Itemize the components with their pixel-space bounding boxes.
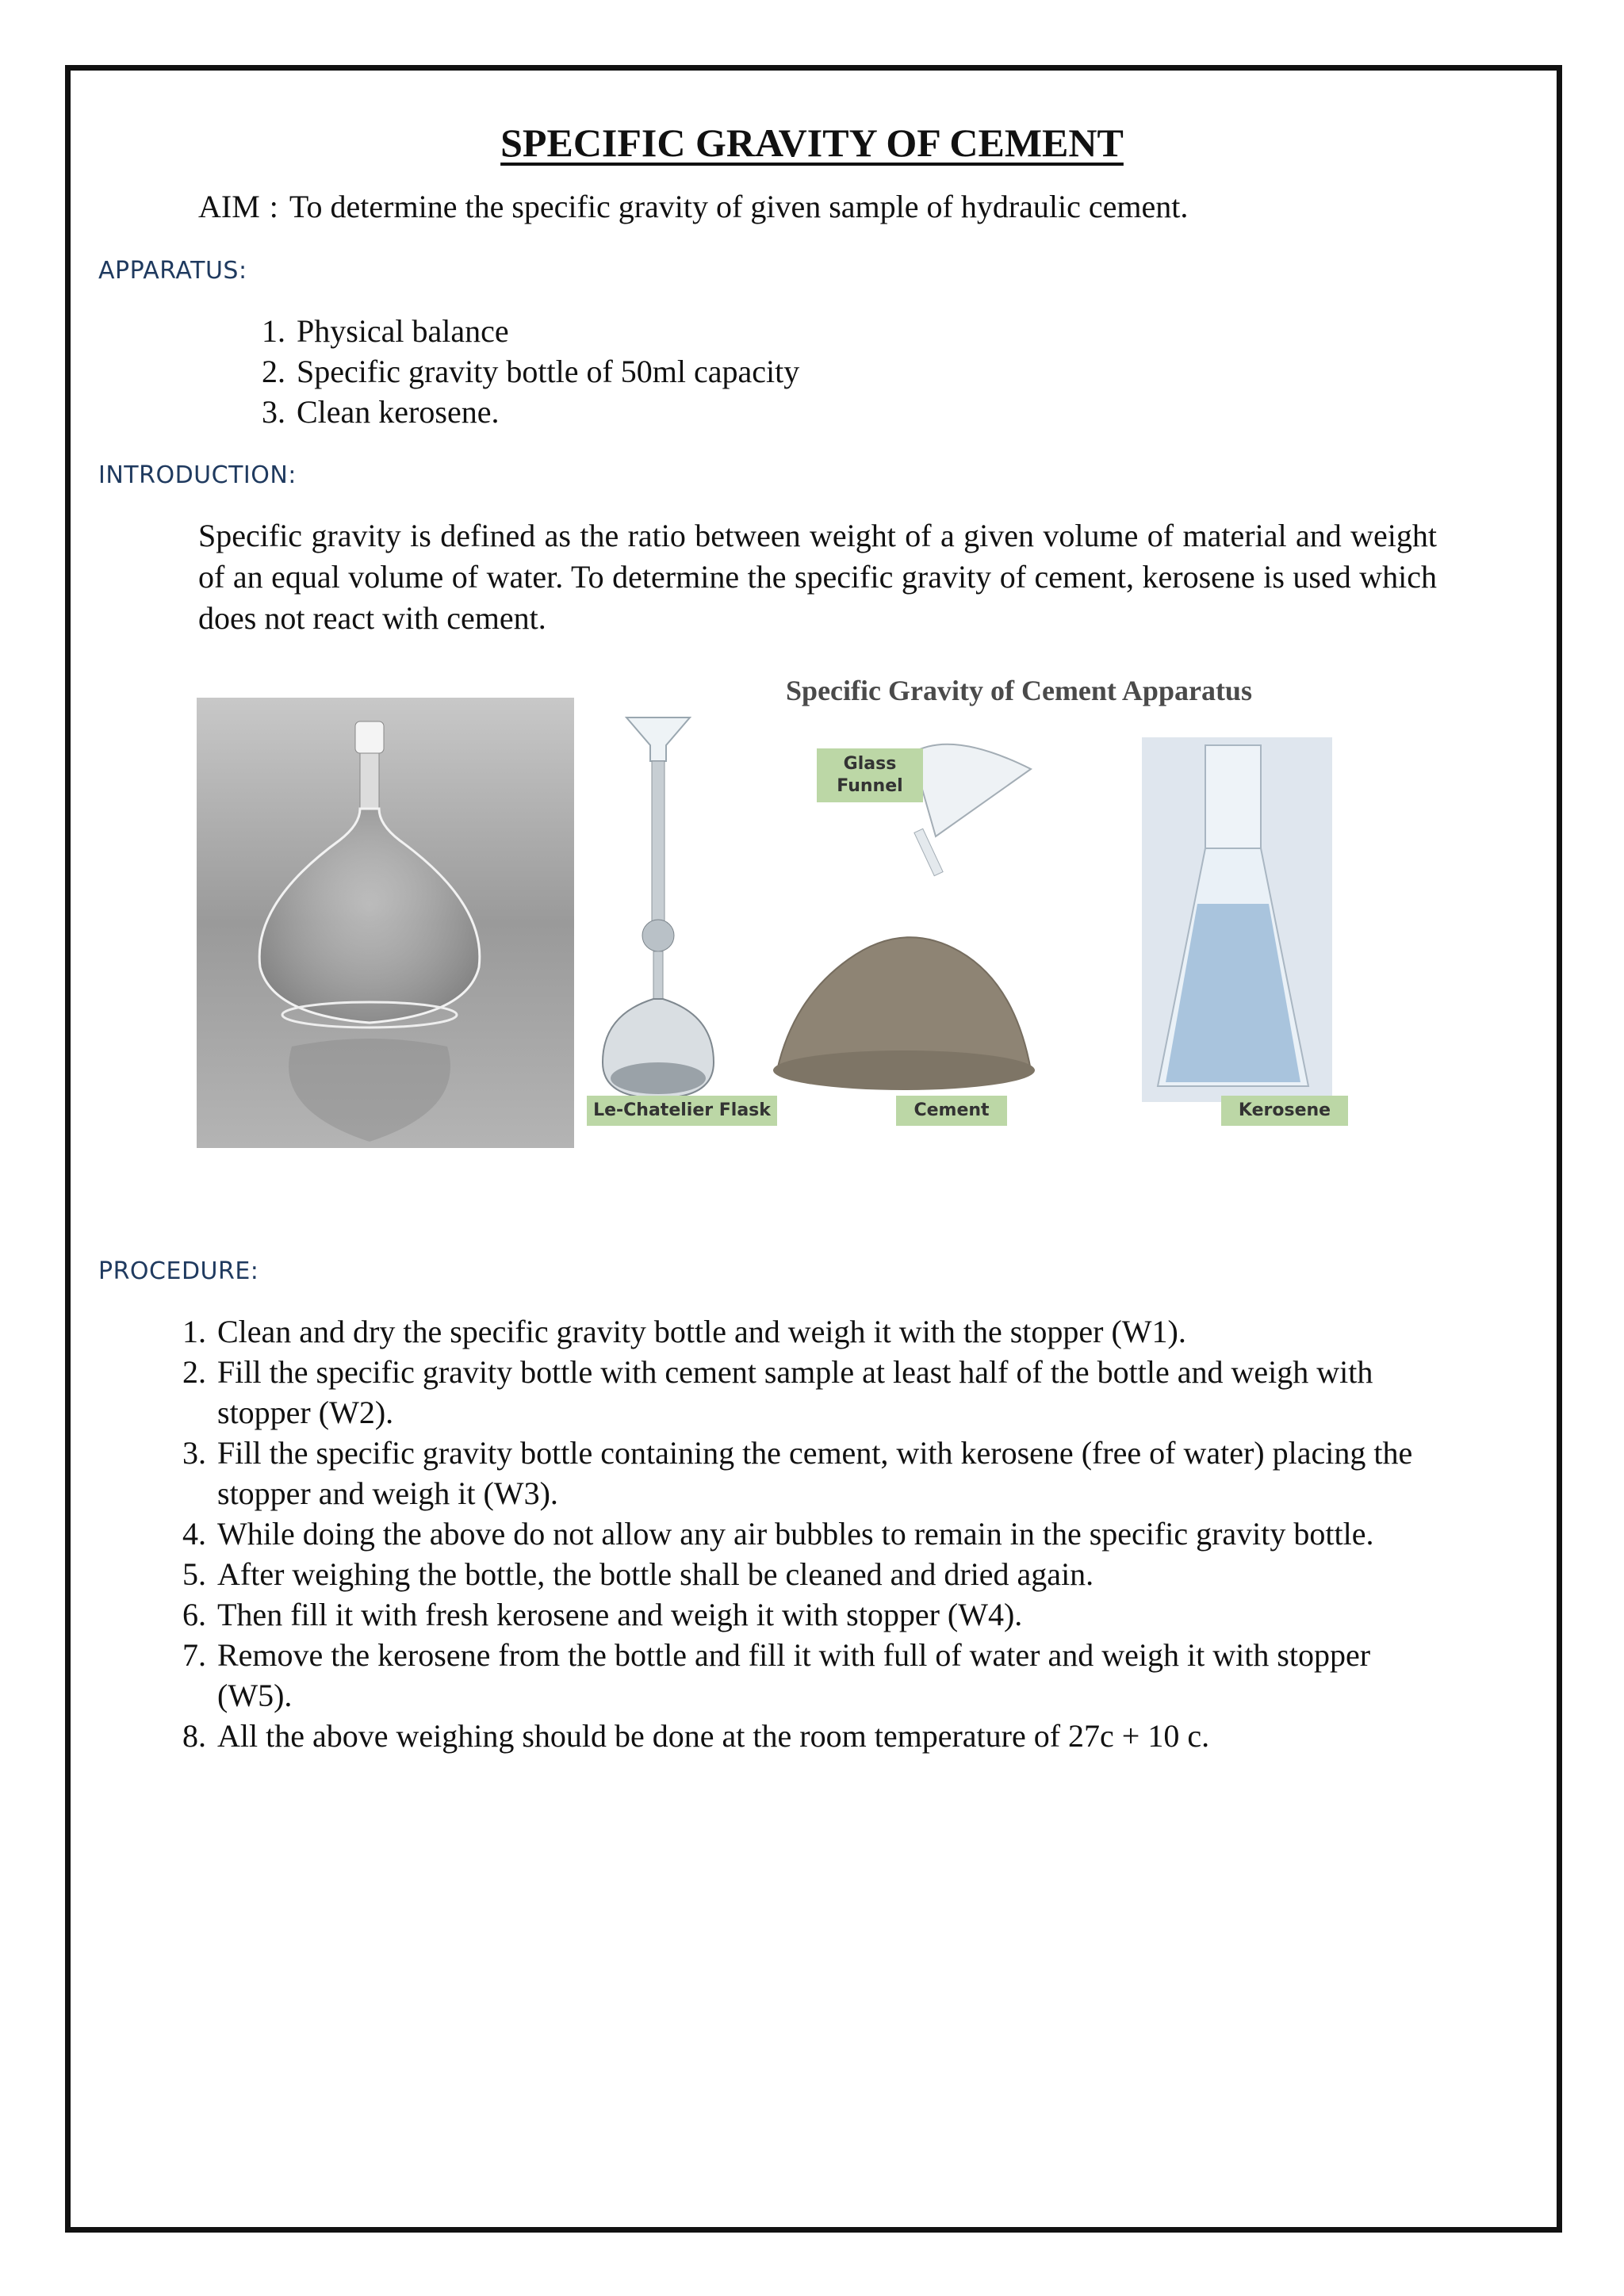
list-item-text: Remove the kerosene from the bottle and fill it with full of water and weigh it with stopper (W5). [217,1637,1371,1713]
figure-title: Specific Gravity of Cement Apparatus [786,675,1252,706]
list-item [182,1554,1438,1594]
list-item [262,311,799,351]
list-item-text: While doing the above do not allow any air bubbles to remain in the specific gravity bottle. [217,1516,1374,1552]
apparatus-heading: APPARATUS: [98,257,247,285]
procedure-heading: PROCEDURE: [98,1257,259,1285]
list-item-text: Fill the specific gravity bottle containing the cement, with kerosene (free of water) placing the stopper and weigh it (W3). [217,1435,1413,1511]
list-item [262,392,799,432]
specific-gravity-bottle-photo [197,698,574,1148]
page-title-text: SPECIFIC GRAVITY OF CEMENT [500,121,1124,165]
list-item-text: Clean and dry the specific gravity bottle and weigh it with the stopper (W1). [217,1314,1186,1349]
list-number: 1. [182,1314,206,1349]
le-chatelier-flask-icon [603,718,714,1098]
list-item-text: Fill the specific gravity bottle with cement sample at least half of the bottle and weigh with stopper (W2). [217,1354,1373,1430]
list-number: 2. [182,1354,206,1390]
kerosene-flask-icon [1142,737,1332,1102]
list-item-text: Specific gravity bottle of 50ml capacity [297,354,800,389]
list-number: 4. [182,1516,206,1552]
list-number: 6. [182,1597,206,1632]
list-item [262,351,800,392]
list-item [182,1635,1438,1716]
list-item [182,1716,1438,1756]
aim-text: To determine the specific gravity of given sample of hydraulic cement. [289,189,1189,224]
glass-funnel-icon [912,744,1031,876]
aim-line [198,187,1188,227]
list-item-text: After weighing the bottle, the bottle shall be cleaned and dried again. [217,1556,1094,1592]
list-item-text: All the above weighing should be done at the room temperature of 27c + 10 c. [217,1718,1210,1754]
cement-pile-icon [773,937,1035,1090]
procedure-list [182,1311,1438,1756]
list-item [182,1594,1438,1635]
list-item [182,1513,1438,1554]
kerosene-label: Kerosene [1221,1096,1348,1126]
page-title [0,119,1624,166]
glass-funnel-label: Glass Funnel [817,748,923,802]
list-number: 8. [182,1718,206,1754]
list-item-text: Clean kerosene. [297,394,500,430]
list-item-text: Then fill it with fresh kerosene and weigh it with stopper (W4). [217,1597,1023,1632]
introduction-paragraph: Specific gravity is defined as the ratio between weight of a given volume of material and weight of an equal volume of water. To determine the specific gravity of cement, kerosene is used which does not react with cement. [198,518,1437,636]
list-number: 2. [262,354,285,389]
aim-separator: : [269,189,278,224]
list-number: 1. [262,313,285,349]
list-item [182,1433,1438,1513]
list-item-text: Physical balance [297,313,509,349]
cement-label: Cement [896,1096,1007,1126]
list-number: 5. [182,1556,206,1592]
list-number: 3. [262,394,285,430]
list-number: 3. [182,1435,206,1471]
list-number: 7. [182,1637,206,1673]
glass-bottle-illustration [197,698,574,1148]
list-item [182,1352,1438,1433]
apparatus-list [262,311,800,432]
apparatus-figure [587,666,1451,1150]
list-item [182,1311,1438,1352]
le-chatelier-flask-label: Le-Chatelier Flask [587,1096,777,1126]
introduction-heading: INTRODUCTION: [98,461,297,489]
apparatus-illustration [587,666,1451,1150]
aim-label: AIM [198,189,260,224]
